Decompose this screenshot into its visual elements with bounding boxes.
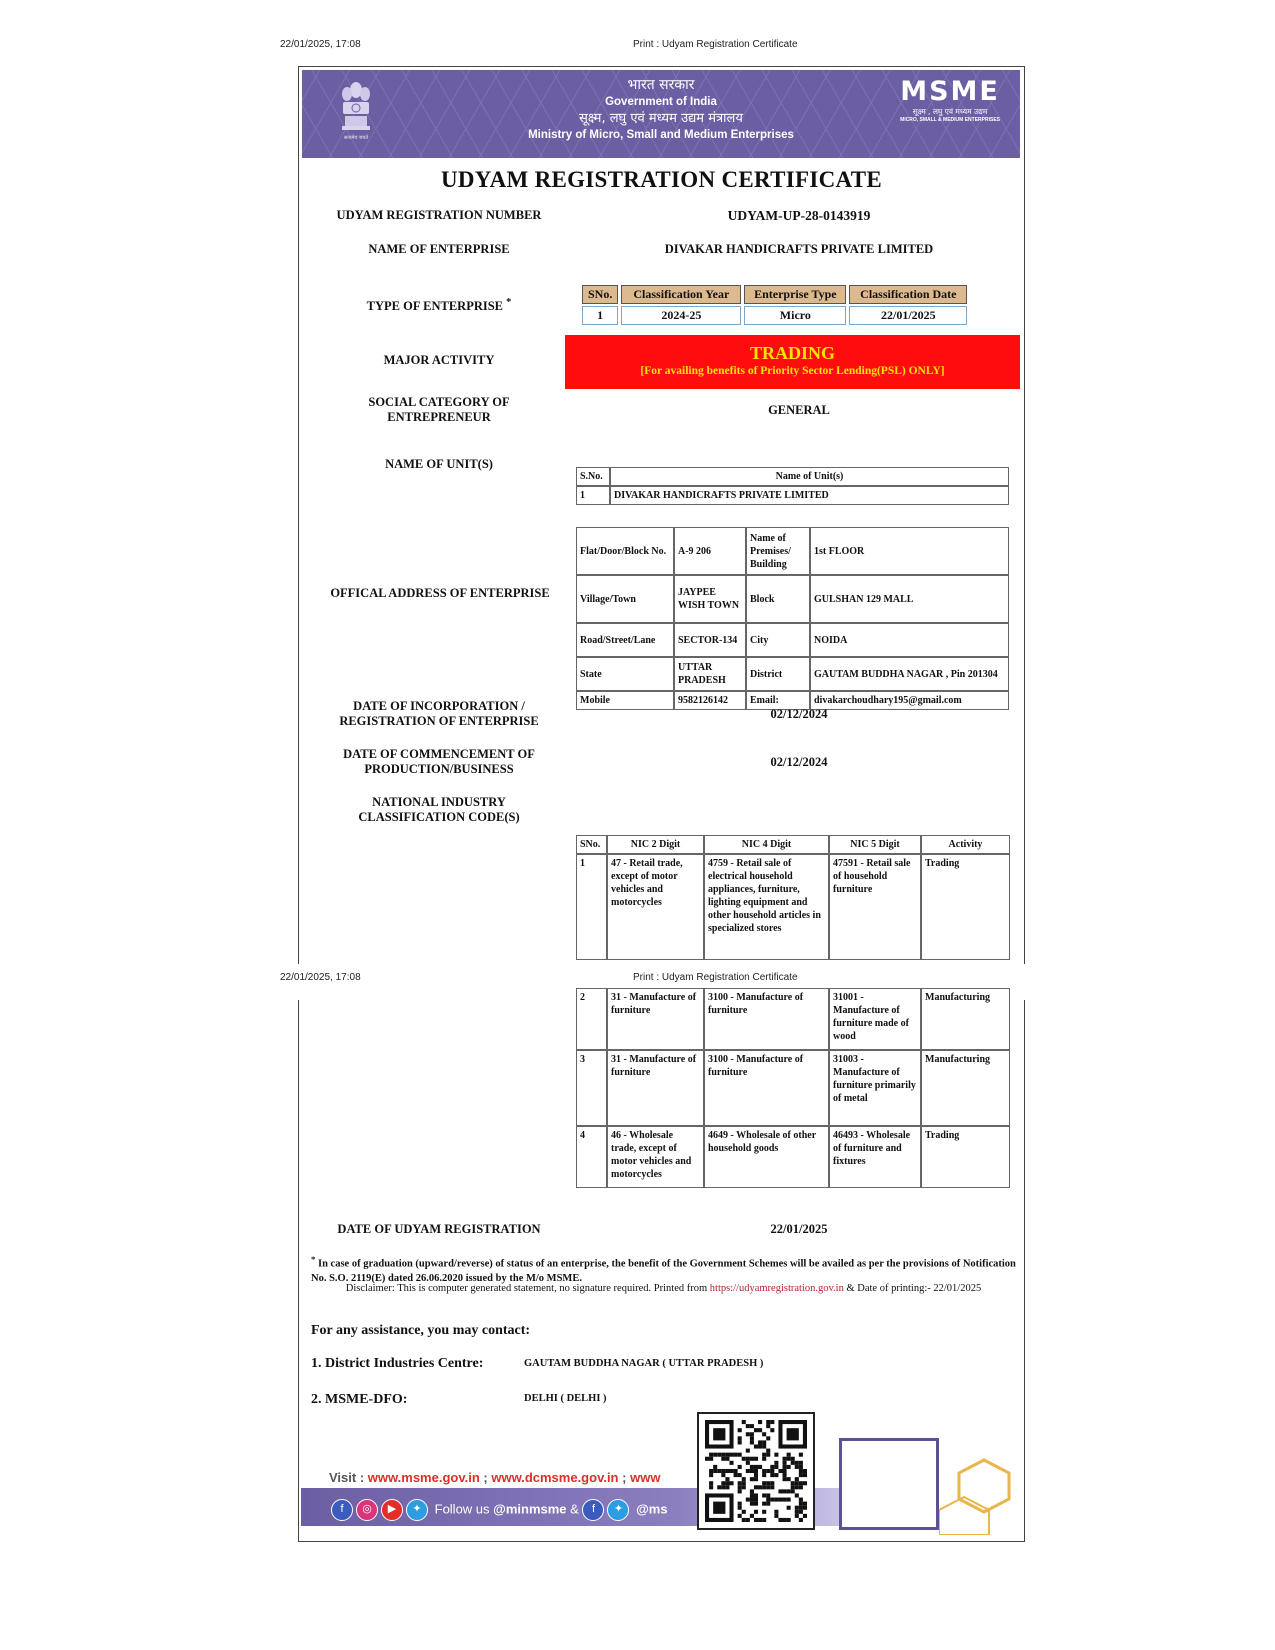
clsf-type: Micro <box>744 306 846 325</box>
nic-sno: 3 <box>576 1050 607 1126</box>
nic-4digit: 4649 - Wholesale of other household goods <box>704 1126 829 1188</box>
major-activity-box <box>565 335 1020 389</box>
youtube-icon[interactable]: ▶ <box>381 1499 403 1521</box>
commencement-label-line2: PRODUCTION/BUSINESS <box>364 762 514 776</box>
social-category-label <box>319 395 559 425</box>
type-footnote-mark: * <box>506 297 512 308</box>
unit-sno: 1 <box>576 486 610 505</box>
addr-value: 1st FLOOR <box>810 527 1009 575</box>
unit-name: DIVAKAR HANDICRAFTS PRIVATE LIMITED <box>610 486 1009 505</box>
addr-key: District <box>746 657 810 691</box>
nic-sno: 4 <box>576 1126 607 1188</box>
minmsme-handle[interactable]: @minmsme <box>493 1501 567 1517</box>
instagram-icon[interactable]: ◎ <box>356 1499 378 1521</box>
table-row <box>576 486 1009 505</box>
nic-table <box>576 835 1010 960</box>
print-datetime-1: 22/01/2025, 17:08 <box>280 39 361 50</box>
addr-value: divakarchoudhary195@gmail.com <box>810 691 1009 710</box>
clsf-header: Classification Date <box>849 285 967 304</box>
commencement-date: 02/12/2024 <box>770 755 828 769</box>
clsf-header: SNo. <box>582 285 618 304</box>
footnote-mark: * <box>311 1254 316 1264</box>
reg-number-label: UDYAM REGISTRATION NUMBER <box>336 208 542 222</box>
nic-label-line1: NATIONAL INDUSTRY <box>372 795 506 809</box>
table-row <box>576 575 1009 623</box>
nic-2digit: 47 - Retail trade, except of motor vehicles and motorcycles <box>607 854 704 960</box>
addr-value: UTTAR PRADESH <box>674 657 746 691</box>
english-gov-title: Government of India <box>605 95 717 108</box>
nic-4digit: 4759 - Retail sale of electrical household appliances, furniture, lighting equipment and other household articles in specialized stores <box>704 854 829 960</box>
disclaimer-print-date: & Date of printing:- 22/01/2025 <box>846 1283 982 1294</box>
udyam-registration-link[interactable]: https://udyamregistration.gov.in <box>709 1283 844 1294</box>
emblem-caption: सत्यमेव जयते <box>343 135 369 141</box>
follow-amp: & <box>570 1501 579 1517</box>
table-row <box>576 623 1009 657</box>
incorporation-label-line1: DATE OF INCORPORATION / <box>353 699 525 713</box>
facebook-icon[interactable]: f <box>331 1499 353 1521</box>
units-header: S.No. <box>576 467 610 486</box>
addr-value: GULSHAN 129 MALL <box>810 575 1009 623</box>
facebook-icon[interactable]: f <box>582 1499 604 1521</box>
nic-sno: 1 <box>576 854 607 960</box>
certificate-page-1 <box>298 66 1025 964</box>
enterprise-name-label: NAME OF ENTERPRISE <box>368 242 510 256</box>
addr-key: Email: <box>746 691 810 710</box>
nic-5digit: 47591 - Retail sale of household furniture <box>829 854 921 960</box>
addr-key: Village/Town <box>576 575 674 623</box>
addr-value: SECTOR-134 <box>674 623 746 657</box>
table-row <box>582 306 967 325</box>
nic-activity: Trading <box>921 1126 1010 1188</box>
table-row <box>576 657 1009 691</box>
type-label-text: TYPE OF ENTERPRISE <box>366 299 504 314</box>
print-datetime-2: 22/01/2025, 17:08 <box>280 972 361 983</box>
hexagon-decoration-icon <box>939 1455 1024 1535</box>
nic-label-line2: CLASSIFICATION CODE(S) <box>358 810 520 824</box>
hindi-gov-title: भारत सरकार <box>627 77 695 93</box>
udyam-date-label: DATE OF UDYAM REGISTRATION <box>337 1222 541 1236</box>
visit-separator: ; <box>622 1470 627 1485</box>
table-row <box>576 1050 1010 1126</box>
print-title-1: Print : Udyam Registration Certificate <box>633 39 798 50</box>
nic-header: SNo. <box>576 835 607 854</box>
social-category-label-line1: SOCIAL CATEGORY OF <box>368 395 510 409</box>
enterprise-name-value: DIVAKAR HANDICRAFTS PRIVATE LIMITED <box>664 242 934 256</box>
incorporation-date: 02/12/2024 <box>770 707 828 721</box>
table-row <box>576 1126 1010 1188</box>
units-header: Name of Unit(s) <box>610 467 1009 486</box>
dcmsme-site-link[interactable]: www.dcmsme.gov.in <box>491 1470 619 1485</box>
graduation-footnote <box>311 1252 1016 1286</box>
qr-code-icon <box>705 1420 807 1522</box>
incorporation-label-line2: REGISTRATION OF ENTERPRISE <box>339 714 539 728</box>
address-label: OFFICAL ADDRESS OF ENTERPRISE <box>330 586 550 600</box>
nic-2digit: 46 - Wholesale trade, except of motor vehicles and motorcycles <box>607 1126 704 1188</box>
site-link-partial[interactable]: www <box>630 1470 661 1485</box>
addr-key: State <box>576 657 674 691</box>
nic-2digit: 31 - Manufacture of furniture <box>607 1050 704 1126</box>
follow-text: Follow us <box>434 1501 490 1517</box>
nic-sno: 2 <box>576 988 607 1050</box>
twitter-icon[interactable]: ✦ <box>406 1499 428 1521</box>
clsf-header: Enterprise Type <box>744 285 846 304</box>
nic-label <box>319 795 559 825</box>
nic-header: NIC 4 Digit <box>704 835 829 854</box>
nic-5digit: 31003 - Manufacture of furniture primarily of metal <box>829 1050 921 1126</box>
clsf-date: 22/01/2025 <box>849 306 967 325</box>
print-title-2: Print : Udyam Registration Certificate <box>633 972 798 983</box>
nic-4digit: 3100 - Manufacture of furniture <box>704 1050 829 1126</box>
social-category-label-line2: ENTREPRENEUR <box>387 410 491 424</box>
english-ministry-title: Ministry of Micro, Small and Medium Enterprises <box>528 128 794 141</box>
psl-note: [For availing benefits of Priority Sector Lending(PSL) ONLY] <box>640 365 945 377</box>
addr-value: GAUTAM BUDDHA NAGAR , Pin 201304 <box>810 657 1009 691</box>
addr-value: A-9 206 <box>674 527 746 575</box>
addr-key: Mobile <box>576 691 674 710</box>
addr-key: Flat/Door/Block No. <box>576 527 674 575</box>
certificate-title: UDYAM REGISTRATION CERTIFICATE <box>440 167 882 192</box>
addr-value: 9582126142 <box>674 691 746 710</box>
twitter-icon[interactable]: ✦ <box>607 1499 629 1521</box>
major-activity-label: MAJOR ACTIVITY <box>383 353 495 367</box>
nic-header: NIC 5 Digit <box>829 835 921 854</box>
udyam-date-value: 22/01/2025 <box>770 1222 828 1236</box>
nic-activity: Manufacturing <box>921 1050 1010 1126</box>
addr-key: Road/Street/Lane <box>576 623 674 657</box>
visit-separator: ; <box>483 1470 488 1485</box>
visit-label: Visit : <box>329 1470 365 1485</box>
nic-5digit: 31001 - Manufacture of furniture made of wood <box>829 988 921 1050</box>
units-table <box>576 467 1009 505</box>
disclaimer-text: Disclaimer: This is computer generated statement, no signature required. Printed from <box>345 1283 708 1294</box>
dic-value: GAUTAM BUDDHA NAGAR ( UTTAR PRADESH ) <box>524 1358 764 1369</box>
incorporation-label <box>319 699 559 729</box>
dic-label: 1. District Industries Centre: <box>311 1356 484 1371</box>
qr-code <box>697 1412 815 1530</box>
footnote-text: In case of graduation (upward/reverse) of status of an enterprise, the benefit of the Government Schemes will be availed as per the provisions of Notification No. S.O. 2119(E) dated 26.06.2020 issued by the M/o MSME. <box>311 1258 1016 1284</box>
msme-site-link[interactable]: www.msme.gov.in <box>367 1470 480 1485</box>
msme-handle-partial[interactable]: @ms <box>636 1501 668 1517</box>
clsf-header: Classification Year <box>621 285 741 304</box>
msme-logo <box>900 78 1000 123</box>
addr-value: NOIDA <box>810 623 1009 657</box>
commencement-label-line1: DATE OF COMMENCEMENT OF <box>343 747 535 761</box>
signature-box <box>839 1438 939 1530</box>
nic-2digit: 31 - Manufacture of furniture <box>607 988 704 1050</box>
nic-header: Activity <box>921 835 1010 854</box>
nic-4digit: 3100 - Manufacture of furniture <box>704 988 829 1050</box>
assistance-heading: For any assistance, you may contact: <box>311 1323 531 1338</box>
msme-logo-hindi: सूक्ष्म , लघु एवं मध्यम उद्यम <box>912 107 988 116</box>
social-category-value: GENERAL <box>768 403 830 417</box>
type-of-enterprise-label <box>319 295 559 314</box>
nic-table-continued <box>576 988 1010 1188</box>
gov-banner <box>302 70 1020 158</box>
units-label: NAME OF UNIT(S) <box>385 457 493 471</box>
msme-logo-english: MICRO, SMALL & MEDIUM ENTERPRISES <box>900 117 1000 123</box>
nic-activity: Manufacturing <box>921 988 1010 1050</box>
disclaimer <box>311 1282 1016 1296</box>
reg-number-value: UDYAM-UP-28-0143919 <box>727 208 871 223</box>
classification-table <box>579 283 970 327</box>
table-row <box>576 988 1010 1050</box>
msme-logo-word: MSME <box>900 76 1000 107</box>
clsf-year: 2024-25 <box>621 306 741 325</box>
addr-key: Block <box>746 575 810 623</box>
hindi-ministry-title: सूक्ष्म, लघु एवं मध्यम उद्यम मंत्रालय <box>579 111 743 127</box>
major-activity-value: TRADING <box>749 343 835 363</box>
table-row <box>576 854 1010 960</box>
addr-key: Name of Premises/ Building <box>746 527 810 575</box>
commencement-label <box>319 747 559 777</box>
addr-key: City <box>746 623 810 657</box>
nic-header: NIC 2 Digit <box>607 835 704 854</box>
dfo-value: DELHI ( DELHI ) <box>524 1393 607 1404</box>
clsf-sno: 1 <box>582 306 618 325</box>
table-row <box>576 527 1009 575</box>
certificate-page-2 <box>298 992 1025 1542</box>
nic-activity: Trading <box>921 854 1010 960</box>
nic-5digit: 46493 - Wholesale of furniture and fixtures <box>829 1126 921 1188</box>
dfo-label: 2. MSME-DFO: <box>311 1392 408 1407</box>
address-table <box>576 527 1009 710</box>
addr-value: JAYPEE WISH TOWN <box>674 575 746 623</box>
